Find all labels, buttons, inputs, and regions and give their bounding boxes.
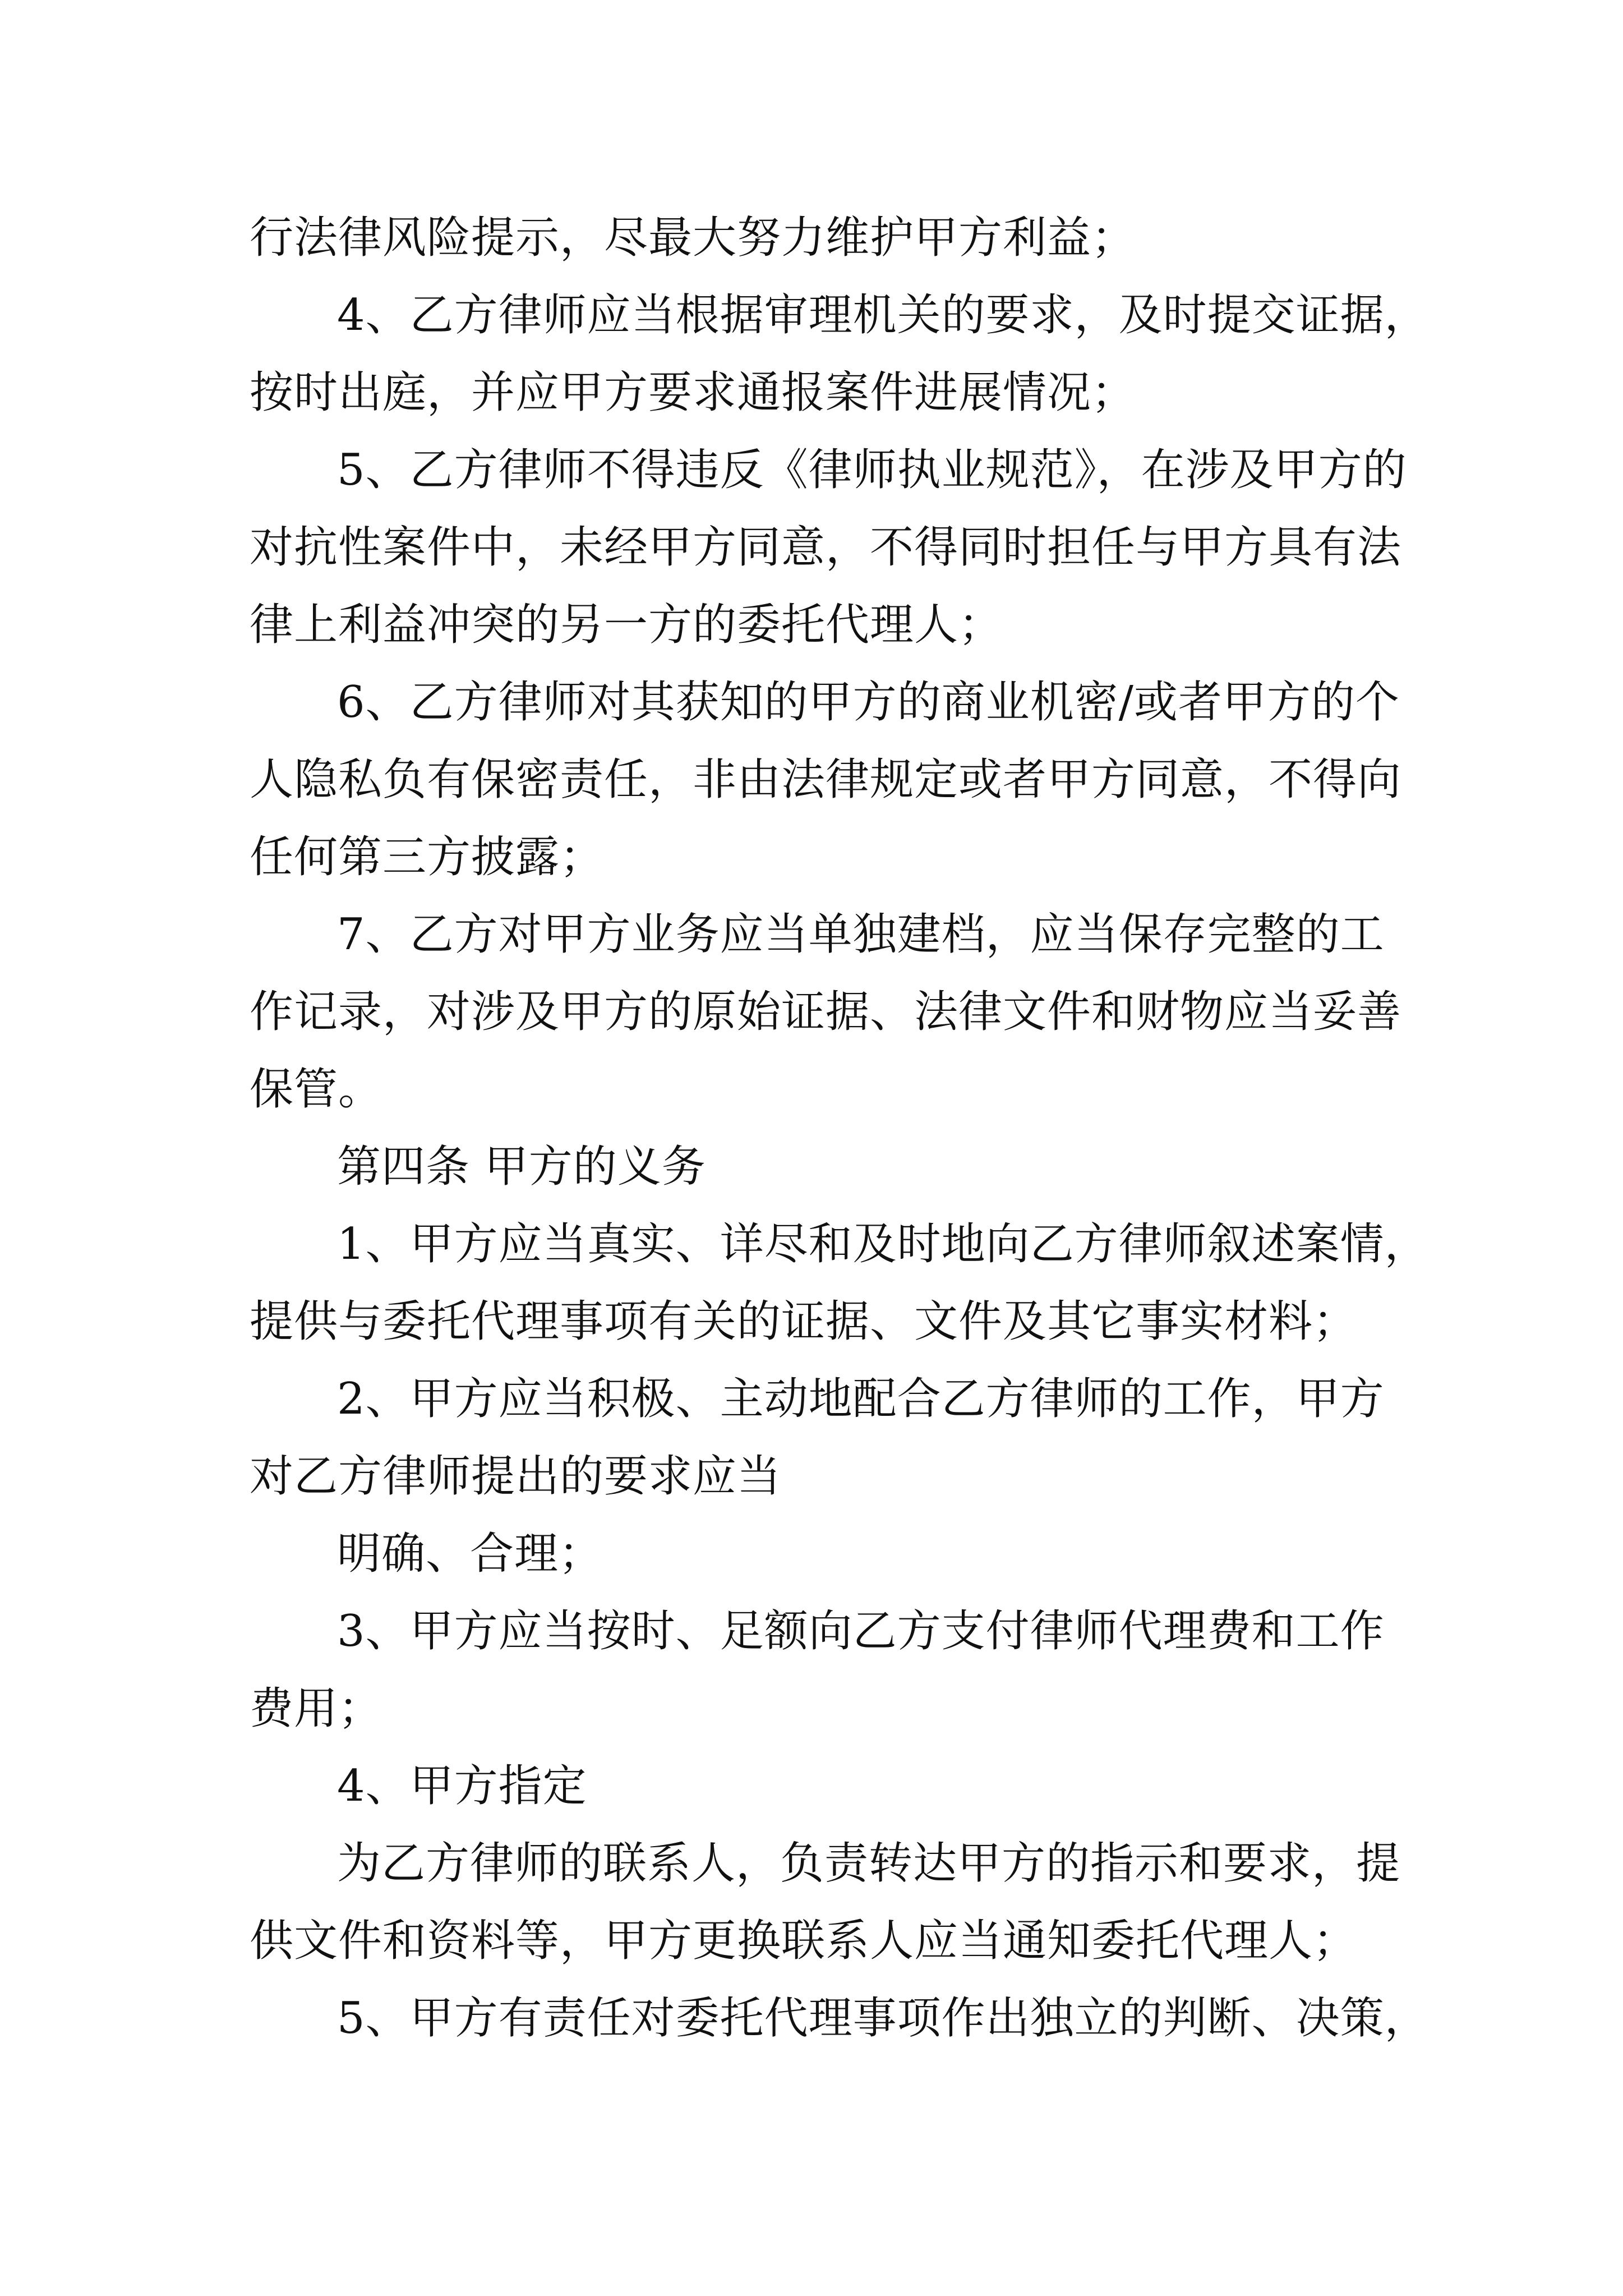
section-heading-article-4 xyxy=(250,1128,1388,1205)
text-line: 对抗性案件中，未经甲方同意，不得同时担任与甲方具有法 xyxy=(250,522,1402,573)
paragraph-clause-6-confidentiality xyxy=(250,664,1402,896)
text-line: 费用； xyxy=(250,1683,383,1734)
text-line: 保管。 xyxy=(250,1064,383,1115)
paragraph-clause-4-evidence xyxy=(250,277,1429,431)
text-line: 4、乙方律师应当根据审理机关的要求，及时提交证据， xyxy=(337,290,1429,341)
paragraph-duty-1-facts xyxy=(250,1205,1429,1360)
text-line: 按时出庭，并应甲方要求通报案件进展情况； xyxy=(250,367,1136,418)
text-line: 2、甲方应当积极、主动地配合乙方律师的工作，甲方 xyxy=(337,1374,1385,1424)
text-line: 对乙方律师提出的要求应当 xyxy=(250,1451,782,1502)
text-line: 3、甲方应当按时、足额向乙方支付律师代理费和工作 xyxy=(337,1606,1385,1657)
text-line: 供文件和资料等，甲方更换联系人应当通知委托代理人； xyxy=(250,1916,1358,1966)
paragraph-duty-3-fees xyxy=(250,1593,1388,1747)
paragraph-clause-5-conflict xyxy=(250,431,1407,664)
document-body xyxy=(250,199,1429,2057)
text-line: 6、乙方律师对其获知的甲方的商业机密/或者甲方的个 xyxy=(337,677,1400,728)
heading-text: 第四条 甲方的义务 xyxy=(337,1142,706,1192)
text-line: 任何第三方披露； xyxy=(250,832,605,882)
text-line: 明确、合理； xyxy=(337,1529,603,1579)
paragraph-duty-4-designate xyxy=(250,1747,1388,1825)
text-line: 律上利益冲突的另一方的委托代理人； xyxy=(250,600,1003,650)
paragraph-duty-5-decision xyxy=(250,1980,1429,2057)
paragraph-risk-notice xyxy=(250,199,1388,277)
paragraph-duty-2-cooperate xyxy=(250,1360,1388,1515)
paragraph-clause-7-records xyxy=(250,896,1402,1128)
text-line: 作记录，对涉及甲方的原始证据、法律文件和财物应当妥善 xyxy=(250,987,1402,1037)
text-line: 提供与委托代理事项有关的证据、文件及其它事实材料； xyxy=(250,1296,1358,1347)
text-line: 4、甲方指定 xyxy=(337,1761,587,1811)
text-line: 5、甲方有责任对委托代理事项作出独立的判断、决策， xyxy=(337,1993,1429,2044)
text-line: 5、乙方律师不得违反《律师执业规范》，在涉及甲方的 xyxy=(337,445,1407,495)
text-line: 7、乙方对甲方业务应当单独建档，应当保存完整的工 xyxy=(337,909,1385,960)
paragraph-duty-2-continued xyxy=(250,1515,1388,1593)
text-line: 1、甲方应当真实、详尽和及时地向乙方律师叙述案情， xyxy=(337,1219,1429,1269)
text-line: 人隐私负有保密责任，非由法律规定或者甲方同意，不得向 xyxy=(250,754,1402,805)
paragraph-duty-4-contact xyxy=(250,1825,1401,1980)
text-line: 行法律风险提示，尽最大努力维护甲方利益； xyxy=(250,213,1136,263)
text-line: 为乙方律师的联系人，负责转达甲方的指示和要求，提 xyxy=(337,1838,1401,1889)
